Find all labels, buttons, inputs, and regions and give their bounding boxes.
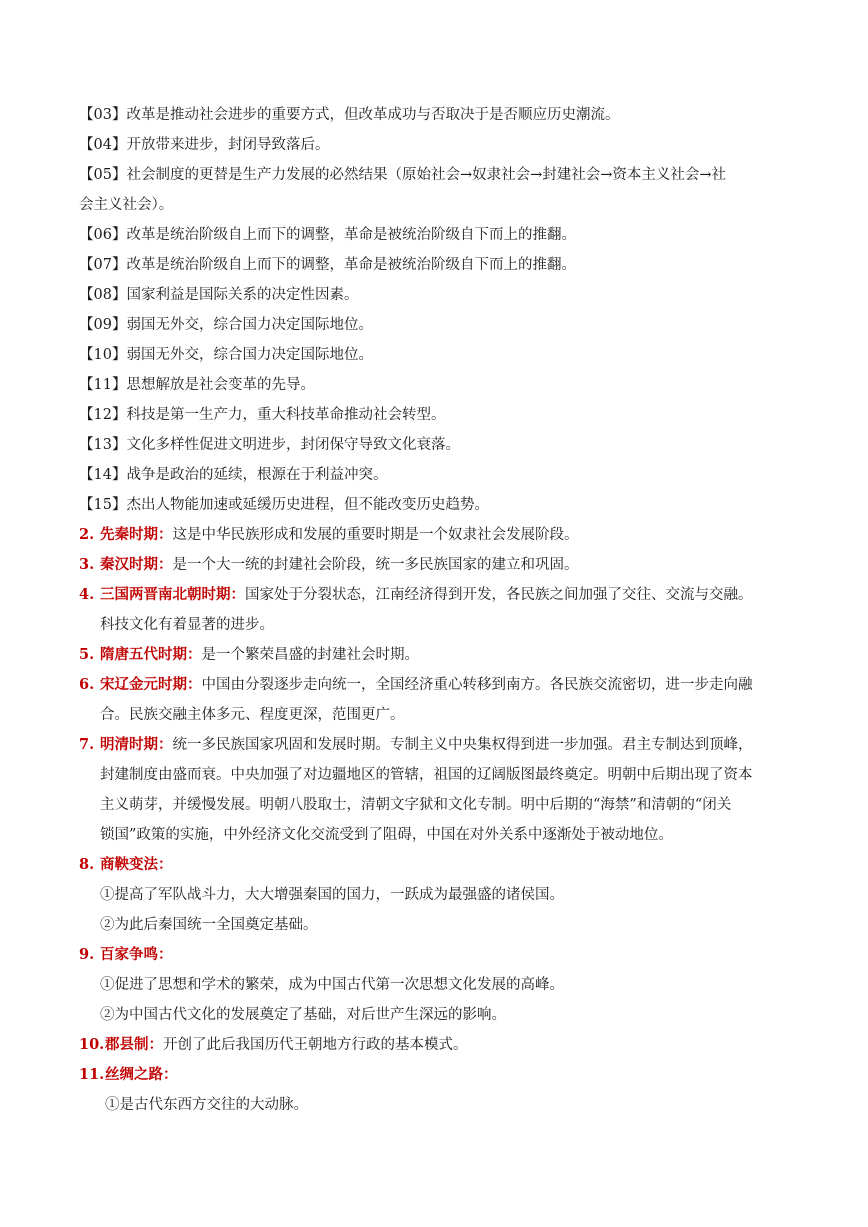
item-text: 是一个繁荣昌盛的封建社会时期。 — [201, 647, 419, 663]
principle-text: 文化多样性促进文明进步，封闭保守导致文化衰落。 — [126, 437, 460, 453]
item-10 — [105, 1035, 468, 1055]
item-7 — [100, 735, 753, 755]
principle-05 — [79, 165, 726, 185]
principle-tag: 【09】 — [79, 317, 127, 333]
item-subpoint: ①促进了思想和学术的繁荣，成为中国古代第一次思想文化发展的高峰。 — [100, 977, 564, 993]
item-number: 8. — [79, 856, 95, 873]
item-text: 中国由分裂逐步走向统一，全国经济重心转移到南方。各民族交流密切，进一步走向融 — [201, 677, 753, 693]
item-heading: 隋唐五代时期： — [100, 646, 202, 663]
item-2 — [100, 525, 579, 545]
item-heading: 宋辽金元时期： — [100, 676, 202, 693]
principle-text: 开放带来进步，封闭导致落后。 — [126, 137, 330, 153]
principle-tag: 【08】 — [79, 287, 127, 303]
item-number: 11. — [79, 1066, 105, 1083]
item-text: 锁国”政策的实施，中外经济文化交流受到了阻碍，中国在对外关系中逐渐处于被动地位。 — [100, 827, 673, 843]
item-text: 国家处于分裂状态，江南经济得到开发，各民族之间加强了交往、交流与交融。 — [245, 587, 753, 603]
principle-text: 国家利益是国际关系的决定性因素。 — [126, 287, 359, 303]
item-6 — [100, 675, 753, 695]
item-number: 2. — [79, 526, 95, 543]
item-4 — [100, 585, 753, 605]
item-8 — [100, 855, 173, 875]
principle-text: 杰出人物能加速或延缓历史进程，但不能改变历史趋势。 — [126, 497, 489, 513]
item-7-continued — [100, 825, 673, 845]
item-heading: 秦汉时期： — [100, 556, 173, 573]
item-number: 5. — [79, 646, 95, 663]
principle-tag: 【07】 — [79, 257, 127, 273]
principle-tag: 【12】 — [79, 407, 127, 423]
item-text: 封建制度由盛而衰。中央加强了对边疆地区的管辖，祖国的辽阔版图最终奠定。明朝中后期出现了资本 — [100, 767, 753, 783]
item-number: 9. — [79, 946, 95, 963]
item-9-sub-1 — [100, 975, 564, 995]
item-subpoint: ①是古代东西方交往的大动脉。 — [105, 1097, 308, 1113]
item-text: 合。民族交融主体多元、程度更深，范围更广。 — [100, 707, 405, 723]
principle-tag: 【10】 — [79, 347, 127, 363]
item-text: 开创了此后我国历代王朝地方行政的基本模式。 — [163, 1037, 468, 1053]
principle-text: 弱国无外交，综合国力决定国际地位。 — [126, 317, 373, 333]
item-heading: 三国两晋南北朝时期： — [100, 586, 245, 603]
item-number: 7. — [79, 736, 95, 753]
item-4-continued — [100, 615, 274, 635]
item-number: 3. — [79, 556, 95, 573]
principle-text: 科技是第一生产力，重大科技革命推动社会转型。 — [126, 407, 446, 423]
item-text: 这是中华民族形成和发展的重要时期是一个奴隶社会发展阶段。 — [172, 527, 579, 543]
principle-tag: 【11】 — [79, 377, 127, 393]
principle-text: 改革是统治阶级自上而下的调整，革命是被统治阶级自下而上的推翻。 — [126, 257, 576, 273]
principle-08 — [79, 285, 358, 305]
item-9 — [100, 945, 173, 965]
item-number: 4. — [79, 586, 95, 603]
item-7-continued — [100, 795, 731, 815]
principle-12 — [79, 405, 445, 425]
item-8-sub-1 — [100, 885, 564, 905]
principle-10 — [79, 345, 373, 365]
item-5 — [100, 645, 419, 665]
item-number: 10. — [79, 1036, 105, 1053]
item-subpoint: ②为此后秦国统一全国奠定基础。 — [100, 917, 318, 933]
item-heading: 明清时期： — [100, 736, 173, 753]
principle-text: 弱国无外交，综合国力决定国际地位。 — [126, 347, 373, 363]
item-heading: 先秦时期： — [100, 526, 173, 543]
item-heading: 丝绸之路： — [105, 1066, 178, 1083]
principle-tag: 【06】 — [79, 227, 127, 243]
principle-05-continued — [79, 195, 173, 215]
principle-text: 会主义社会）。 — [79, 197, 174, 213]
principle-09 — [79, 315, 373, 335]
item-heading: 百家争鸣： — [100, 946, 173, 963]
item-number: 6. — [79, 676, 95, 693]
item-heading: 商鞅变法： — [100, 856, 173, 873]
item-7-continued — [100, 765, 753, 785]
principle-tag: 【03】 — [79, 107, 127, 123]
principle-13 — [79, 435, 460, 455]
principle-06 — [79, 225, 576, 245]
principle-text: 改革是推动社会进步的重要方式，但改革成功与否取决于是否顺应历史潮流。 — [126, 107, 620, 123]
principle-tag: 【04】 — [79, 137, 127, 153]
principle-text: 改革是统治阶级自上而下的调整，革命是被统治阶级自下而上的推翻。 — [126, 227, 576, 243]
item-8-sub-2 — [100, 915, 318, 935]
principle-tag: 【05】 — [79, 167, 127, 183]
principle-03 — [79, 105, 619, 125]
principle-tag: 【14】 — [79, 467, 127, 483]
principle-tag: 【15】 — [79, 497, 127, 513]
item-text: 是一个大一统的封建社会阶段，统一多民族国家的建立和巩固。 — [172, 557, 579, 573]
item-subpoint: ②为中国古代文化的发展奠定了基础，对后世产生深远的影响。 — [100, 1007, 506, 1023]
item-heading: 郡县制： — [105, 1036, 163, 1053]
item-6-continued — [100, 705, 405, 725]
principle-14 — [79, 465, 387, 485]
item-3 — [100, 555, 579, 575]
principle-11 — [79, 375, 315, 395]
item-text: 统一多民族国家巩固和发展时期。专制主义中央集权得到进一步加强。君主专制达到顶峰， — [172, 737, 753, 753]
principle-text: 思想解放是社会变革的先导。 — [126, 377, 315, 393]
principle-text: 社会制度的更替是生产力发展的必然结果（原始社会→奴隶社会→封建社会→资本主义社会→社 — [126, 167, 727, 183]
item-9-sub-2 — [100, 1005, 506, 1025]
item-subpoint: ①提高了军队战斗力，大大增强秦国的国力，一跃成为最强盛的诸侯国。 — [100, 887, 564, 903]
principle-15 — [79, 495, 489, 515]
principle-07 — [79, 255, 576, 275]
item-11-sub-1 — [105, 1095, 308, 1115]
item-text: 科技文化有着显著的进步。 — [100, 617, 274, 633]
principle-04 — [79, 135, 329, 155]
principle-tag: 【13】 — [79, 437, 127, 453]
item-text: 主义萌芽，并缓慢发展。明朝八股取士，清朝文字狱和文化专制。明中后期的“海禁”和清朝的“闭关 — [100, 797, 732, 813]
item-11 — [105, 1065, 178, 1085]
principle-text: 战争是政治的延续，根源在于利益冲突。 — [126, 467, 388, 483]
